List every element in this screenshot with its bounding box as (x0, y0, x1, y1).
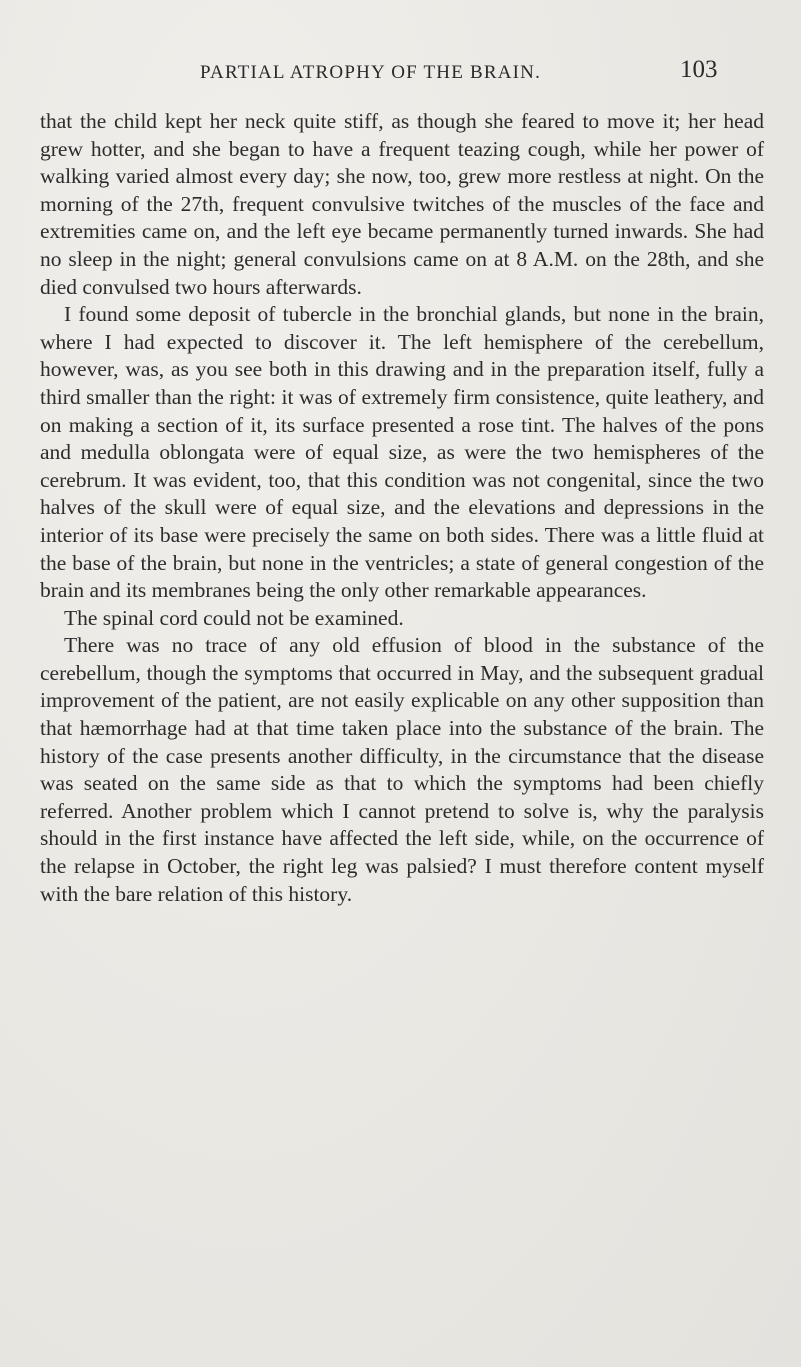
paragraph-autopsy-findings: I found some deposit of tubercle in the bronchial glands, but none in the brain, where I had expected to discover it. The left hemisphere of the cerebellum, however, was, as you see both in this drawing and in the preparation itself, fully a third smaller than the right: it was of extremely firm consistence, quite leathery, and on making a section of it, its surface presented a rose tint. The halves of the pons and medulla oblongata were of equal size, as were the two hemispheres of the cerebrum. It was evident, too, that this condition was not congenital, since the two halves of the skull were of equal size, and the elevations and depressions in the interior of its base were precisely the same on both sides. There was a little fluid at the base of the brain, but none in the ventricles; a state of general congestion of the brain and its membranes being the only other remarkable appearances. (40, 302, 764, 603)
paragraph-continuation: that the child kept her neck quite stiff, as though she feared to move it; her head grew hotter, and she began to have a frequent teazing cough, while her power of walking varied almost every day; she now, too, grew more restless at night. On the morning of the 27th, frequent convulsive twitches of the muscles of the face and extremities came on, and the left eye became permanently turned inwards. She had no sleep in the night; general convulsions came on at 8 A.M. on the 28th, and she died convulsed two hours afterwards. (40, 109, 764, 299)
body-text (40, 108, 764, 908)
running-title: PARTIAL ATROPHY OF THE BRAIN. (200, 62, 542, 83)
paragraph-spinal-cord: The spinal cord could not be examined. (64, 605, 404, 630)
page-number: 103 (680, 56, 718, 83)
paragraph-discussion: There was no trace of any old effusion of blood in the substance of the cerebellum, though the symptoms that occurred in May, and the subsequent gradual improvement of the patient, are not easily explicable on any other supposition than that hæmorrhage had at that time taken place into the substance of the brain. The history of the case presents another difficulty, in the circumstance that the disease was seated on the same side as that to which the symptoms had been chiefly referred. Another problem which I cannot pretend to solve is, why the paralysis should in the first instance have affected the left side, while, on the occurrence of the relapse in October, the right leg was palsied? I must therefore content myself with the bare relation of this history. (40, 633, 764, 906)
